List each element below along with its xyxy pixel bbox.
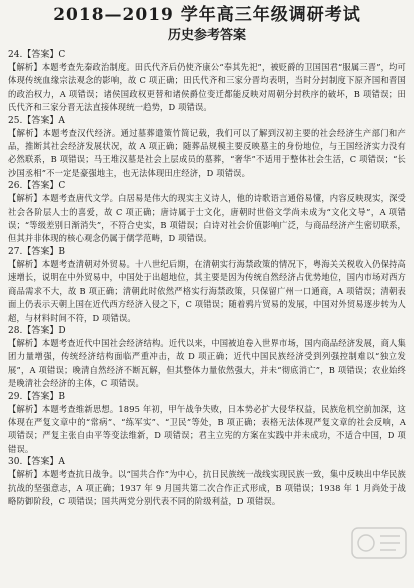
answer-text: 【答案】A (22, 457, 65, 468)
question-27 (6, 246, 408, 325)
analysis-text: 【解析】本题考查近代中国社会经济结构。近代以来，中国被迫卷入世界市场，国内商品经济发展，商人集团力量增强，传统经济结构面临严重冲击，故 D 项正确；近代中国民族经济受到列强控制难以“独立发展”，A 项错误；晚清自然经济不断瓦解，但其整体力量依然强大，并未“彻底消亡”，B 项错误；农业始终是晚清社会经济的主体，C 项错误。 (8, 337, 406, 389)
answer-text: 【答案】A (22, 115, 65, 126)
answer-line (6, 325, 408, 337)
answer-text: 【答案】B (22, 391, 65, 402)
answer-text: 【答案】C (22, 181, 66, 192)
question-24 (6, 49, 408, 115)
analysis-text: 【解析】本题考查清朝对外贸易。十八世纪后期，在清朝实行海禁政策的情况下，粤海关关税收入仍保持高速增长，说明在中外贸易中，中国处于出超地位，其主要是因为传统自然经济占优势地位，国内市场对西方商品需求不大，故 B 项正确；清朝此时依然严格实行海禁政策，只保留广州一口通商，A 项错误；清朝表面上仍表示天朝上国在近代西方经济入侵之下，C 项错误；随着鸦片贸易的发展，中国对外贸易逐步转为人超，与材料时间不符，D 项错误。 (8, 258, 406, 323)
page-title: 2018—2019 学年高三年级调研考试 (53, 5, 361, 25)
answer-text: 【答案】B (22, 246, 65, 257)
question-number: 29. (8, 391, 23, 402)
question-26 (6, 180, 408, 246)
question-25 (6, 115, 408, 181)
question-number: 25. (8, 115, 23, 126)
question-28 (6, 325, 408, 391)
analysis-text: 【解析】本题考查抗日战争。以“国共合作”为中心，抗日民族统一战线实现民族一致，集中反映出中华民族抗战的坚强意志，A 项正确；1937 年 9 月国共第二次合作正式形成，B 项错误；1938 年 1 月尚处于战略防御阶段，C 项错误；国共两党分别代表不同的阶级利益，D 项错误。 (8, 469, 406, 506)
analysis-text: 【解析】本题考查维新思想。1895 年初，甲午战争失败，日本势必扩大侵华权益，民族危机空前加深，这体现在严复文章中的“常病”、“练军实”、“卫民”等处，B 项正确；表格无法体现严复文章的社会反响，A 项错误；严复主张自由平等变法维新，D 项错误；君主立宪的方案在实践中并未成功，不适合中国，D 项错误。 (8, 403, 406, 454)
question-number: 24. (8, 50, 23, 60)
question-number: 28. (8, 325, 23, 336)
question-number: 26. (8, 181, 23, 192)
analysis-text: 【解析】本题考查唐代文学。白居易是伟大的现实主义诗人，他的诗歌语言通俗易懂，内容反映现实，深受社会各阶层人士的喜爱，故 C 项正确；唐诗属于士文化，唐朝时世俗文学尚未成为“文化文导”，A 项错误；“等级差别日渐消失”，不符合史实，B 项错误；白诗对社会价值影响广泛，与商品经济产生密切联系，但其并非体现的核心观念仍属于儒学范畴，D 项错误。 (8, 193, 406, 244)
answer-line (6, 49, 408, 61)
answer-sheet (6, 4, 408, 584)
question-number: 27. (8, 246, 23, 257)
analysis-text: 【解析】本题考查汉代经济。通过墓葬遣策竹简记载，我们可以了解到汉初主要的社会经济生产部门和产品，推断其社会经济发展状况，故 A 项正确；随葬品规模主要反映墓主的身份地位，与王国经济实力没有必然联系，B 项错误；马王堆汉墓是社会上层成员的墓葬，“奢华”不适用于整体社会生活，C 项错误；“长沙国丞相”不一定是豪强地主，也无法体现田庄经济，D 项错误。 (8, 127, 406, 178)
answer-line (6, 456, 408, 468)
page-subtitle: 历史参考答案 (167, 28, 246, 43)
answer-text: 【答案】C (22, 50, 66, 60)
answer-line (6, 115, 408, 127)
answer-line (6, 246, 408, 258)
watermark-logo (350, 526, 408, 560)
answer-line (6, 391, 408, 403)
analysis-text: 【解析】本题考查先秦政治制度。田氏代齐后仍使齐康公“奉其先祀”，被贬爵的卫国国君“服属三晋”，均可体现传统血缘宗法观念的影响，故 C 项正确；田氏代齐和三家分晋均表明，当时分封制度下原齐国和晋国的政治权力，A 项错误；诸侯国政权更替和诸侯爵位变迁都能反映对周朝分封秩序的破坏，B 项错误；田氏代齐和三家分晋无法直接体现统一趋势，D 项错误。 (8, 62, 406, 113)
question-number: 30. (8, 457, 23, 468)
question-30 (6, 456, 408, 508)
question-29 (6, 391, 408, 457)
answer-text: 【答案】D (22, 325, 66, 336)
answer-line (6, 180, 408, 192)
